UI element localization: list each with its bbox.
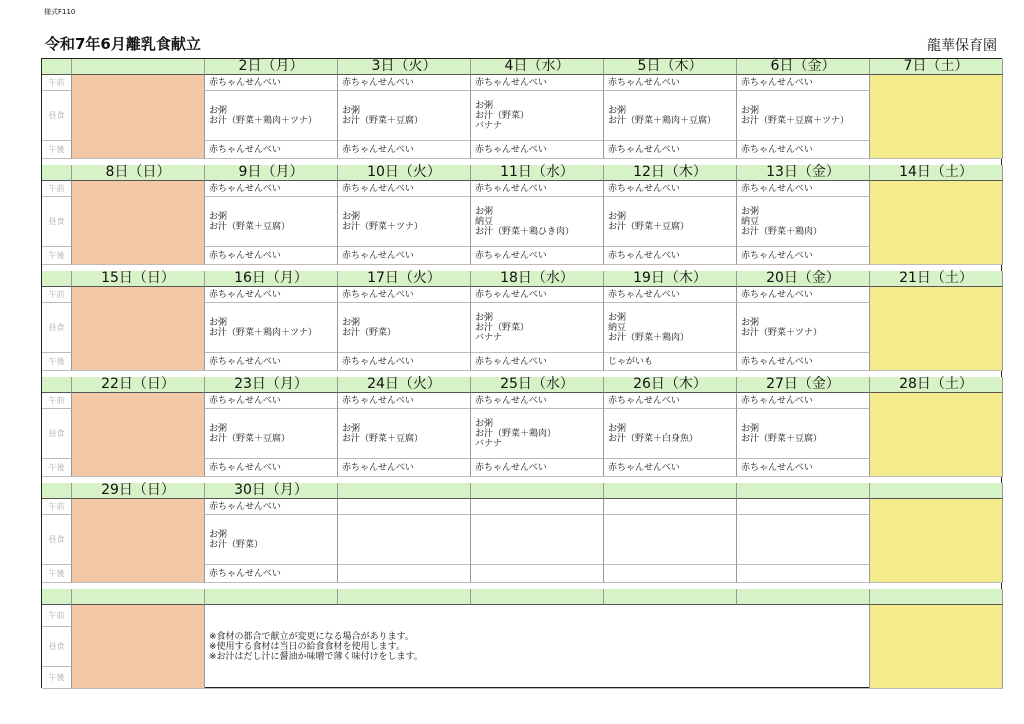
- meal-morning: [737, 499, 870, 515]
- meal-afternoon-text: 赤ちゃんせんべい: [475, 251, 547, 261]
- meal-morning: [604, 75, 737, 91]
- saturday-cell: [870, 605, 1003, 689]
- meal-morning-text: 赤ちゃんせんべい: [209, 184, 281, 194]
- day-header-text: 25日（水）: [500, 376, 574, 392]
- meal-afternoon: [737, 141, 870, 159]
- sunday-header: [72, 59, 205, 75]
- day-header: [471, 271, 604, 287]
- saturday-header: [870, 483, 1003, 499]
- saturday-cell: [870, 75, 1003, 159]
- day-header-text: 3日（火）: [371, 58, 437, 74]
- meal-lunch-text: お粥 納豆 お汁（野菜＋鶏肉）: [608, 312, 690, 343]
- meal-morning: [205, 75, 338, 91]
- label-header-blank: [42, 59, 72, 75]
- row-label: [42, 499, 72, 515]
- day-header: [737, 271, 870, 287]
- meal-afternoon: [471, 565, 604, 583]
- sunday-cell: [72, 75, 205, 159]
- organization-name: 龍華保育園: [927, 38, 997, 54]
- meal-lunch: [737, 409, 870, 459]
- meal-afternoon: [205, 247, 338, 265]
- meal-lunch-text: お粥 お汁（野菜＋ツナ）: [342, 211, 424, 232]
- meal-lunch-text: お粥 お汁（野菜＋豆腐）: [608, 211, 690, 232]
- meal-morning-text: 赤ちゃんせんべい: [608, 396, 680, 406]
- meal-morning-text: 赤ちゃんせんべい: [741, 78, 813, 88]
- row-label-text: 昼食: [48, 323, 65, 332]
- sunday-header: [72, 165, 205, 181]
- meal-lunch-text: お粥 お汁（野菜＋豆腐）: [209, 211, 291, 232]
- day-header-text: 27日（金）: [766, 376, 840, 392]
- day-header: [205, 165, 338, 181]
- notes-box-text: ※食材の都合で献立が変更になる場合があります。 ※使用する食材は当日の給食食材を使用します。 ※お汁はだし汁に醤油か味噌で薄く味付けをします。: [209, 631, 423, 662]
- meal-lunch: [338, 197, 471, 247]
- row-label-text: 昼食: [48, 642, 65, 651]
- day-header: [471, 165, 604, 181]
- meal-afternoon-text: 赤ちゃんせんべい: [475, 463, 547, 473]
- row-label-text: 午後: [48, 357, 65, 366]
- meal-afternoon-text: 赤ちゃんせんべい: [209, 357, 281, 367]
- meal-afternoon: [737, 459, 870, 477]
- label-header-blank: [42, 165, 72, 181]
- row-label-text: 午後: [48, 569, 65, 578]
- day-header-text: 6日（金）: [770, 58, 836, 74]
- row-label: [42, 353, 72, 371]
- saturday-header-text: 28日（土）: [899, 376, 973, 392]
- meal-lunch: [737, 91, 870, 141]
- meal-afternoon-text: 赤ちゃんせんべい: [209, 251, 281, 261]
- sunday-header: [72, 589, 205, 605]
- meal-morning: [205, 393, 338, 409]
- meal-lunch: [205, 515, 338, 565]
- meal-morning: [338, 499, 471, 515]
- day-header: [471, 377, 604, 393]
- meal-afternoon-text: 赤ちゃんせんべい: [608, 145, 680, 155]
- sunday-cell: [72, 605, 205, 689]
- sunday-header-text: 22日（日）: [101, 376, 175, 392]
- meal-afternoon: [471, 247, 604, 265]
- meal-afternoon-text: 赤ちゃんせんべい: [342, 463, 414, 473]
- day-header-text: 23日（月）: [234, 376, 308, 392]
- meal-lunch: [205, 409, 338, 459]
- meal-afternoon-text: 赤ちゃんせんべい: [209, 569, 281, 579]
- meal-lunch: [471, 197, 604, 247]
- row-label: [42, 565, 72, 583]
- row-label-text: 午前: [48, 78, 65, 87]
- meal-lunch: [604, 91, 737, 141]
- label-header-blank: [42, 271, 72, 287]
- day-header: [737, 377, 870, 393]
- meal-afternoon: [604, 247, 737, 265]
- saturday-header-text: 21日（土）: [899, 270, 973, 286]
- meal-morning: [471, 181, 604, 197]
- meal-lunch: [737, 303, 870, 353]
- day-header: [604, 59, 737, 75]
- meal-lunch-text: お粥 お汁（野菜＋鶏肉＋ツナ）: [209, 105, 318, 126]
- label-header-blank: [42, 483, 72, 499]
- meal-lunch-text: お粥 納豆 お汁（野菜＋鶏ひき肉）: [475, 206, 575, 237]
- saturday-cell: [870, 181, 1003, 265]
- meal-morning: [471, 393, 604, 409]
- meal-morning-text: 赤ちゃんせんべい: [475, 78, 547, 88]
- meal-lunch: [205, 91, 338, 141]
- day-header: [205, 377, 338, 393]
- meal-lunch: [338, 515, 471, 565]
- meal-morning: [604, 393, 737, 409]
- row-label-text: 午後: [48, 251, 65, 260]
- day-header-text: 16日（月）: [234, 270, 308, 286]
- day-header-text: 10日（火）: [367, 164, 441, 180]
- sunday-header-text: 15日（日）: [101, 270, 175, 286]
- meal-afternoon-text: じゃがいも: [608, 357, 654, 367]
- meal-afternoon: [737, 247, 870, 265]
- meal-lunch-text: お粥 お汁（野菜＋豆腐）: [342, 423, 424, 444]
- meal-lunch-text: お粥 お汁（野菜＋豆腐）: [741, 423, 823, 444]
- day-header-text: 24日（火）: [367, 376, 441, 392]
- meal-afternoon: [604, 141, 737, 159]
- row-label-text: 午前: [48, 184, 65, 193]
- meal-afternoon: [737, 565, 870, 583]
- meal-lunch: [338, 409, 471, 459]
- day-header: [604, 483, 737, 499]
- row-label: [42, 91, 72, 141]
- row-label-text: 午後: [48, 145, 65, 154]
- meal-afternoon: [737, 353, 870, 371]
- sunday-cell: [72, 181, 205, 265]
- meal-afternoon: [338, 247, 471, 265]
- meal-morning-text: 赤ちゃんせんべい: [209, 78, 281, 88]
- meal-afternoon: [471, 141, 604, 159]
- meal-morning: [737, 75, 870, 91]
- meal-lunch-text: お粥 お汁（野菜） バナナ: [475, 100, 530, 131]
- day-header-text: 20日（金）: [766, 270, 840, 286]
- day-header-text: 26日（木）: [633, 376, 707, 392]
- day-header: [338, 377, 471, 393]
- day-header: [338, 271, 471, 287]
- meal-morning: [737, 181, 870, 197]
- meal-lunch-text: お粥 お汁（野菜＋白身魚）: [608, 423, 699, 444]
- sunday-header: [72, 377, 205, 393]
- meal-morning: [471, 75, 604, 91]
- meal-lunch-text: お粥 お汁（野菜）: [342, 317, 397, 338]
- meal-morning-text: 赤ちゃんせんべい: [209, 290, 281, 300]
- meal-afternoon-text: 赤ちゃんせんべい: [741, 463, 813, 473]
- notes-box: [205, 605, 870, 689]
- day-header: [604, 165, 737, 181]
- meal-lunch: [737, 197, 870, 247]
- saturday-header: [870, 59, 1003, 75]
- meal-morning: [338, 181, 471, 197]
- meal-lunch: [471, 409, 604, 459]
- row-label-text: 午後: [48, 673, 65, 682]
- meal-lunch: [205, 303, 338, 353]
- meal-morning-text: 赤ちゃんせんべい: [342, 290, 414, 300]
- meal-morning: [205, 499, 338, 515]
- row-label-text: 昼食: [48, 429, 65, 438]
- day-header: [737, 165, 870, 181]
- row-label: [42, 393, 72, 409]
- meal-morning: [604, 499, 737, 515]
- meal-lunch: [471, 91, 604, 141]
- meal-lunch: [604, 409, 737, 459]
- sunday-cell: [72, 499, 205, 583]
- row-label: [42, 181, 72, 197]
- meal-morning: [604, 181, 737, 197]
- meal-morning: [205, 181, 338, 197]
- saturday-header: [870, 271, 1003, 287]
- meal-lunch: [205, 197, 338, 247]
- meal-lunch-text: お粥 お汁（野菜＋豆腐）: [342, 105, 424, 126]
- meal-lunch-text: お粥 納豆 お汁（野菜＋鶏肉）: [741, 206, 823, 237]
- day-header-text: 17日（火）: [367, 270, 441, 286]
- row-label: [42, 287, 72, 303]
- meal-morning-text: 赤ちゃんせんべい: [342, 184, 414, 194]
- meal-morning-text: 赤ちゃんせんべい: [608, 184, 680, 194]
- meal-lunch: [604, 303, 737, 353]
- meal-afternoon-text: 赤ちゃんせんべい: [741, 251, 813, 261]
- meal-morning-text: 赤ちゃんせんべい: [741, 184, 813, 194]
- meal-afternoon: [604, 353, 737, 371]
- saturday-header: [870, 589, 1003, 605]
- day-header-text: 2日（月）: [238, 58, 304, 74]
- row-label: [42, 75, 72, 91]
- row-label-text: 午前: [48, 290, 65, 299]
- day-header: [338, 589, 471, 605]
- meal-lunch-text: お粥 お汁（野菜）: [209, 529, 264, 550]
- sunday-header: [72, 271, 205, 287]
- meal-lunch: [338, 303, 471, 353]
- meal-lunch: [737, 515, 870, 565]
- meal-morning: [471, 287, 604, 303]
- sunday-cell: [72, 287, 205, 371]
- page-title: 令和7年6月離乳食献立: [45, 35, 201, 53]
- meal-afternoon-text: 赤ちゃんせんべい: [475, 145, 547, 155]
- meal-lunch-text: お粥 お汁（野菜＋鶏肉＋ツナ）: [209, 317, 318, 338]
- row-label: [42, 667, 72, 689]
- day-header-text: 9日（月）: [238, 164, 304, 180]
- meal-morning-text: 赤ちゃんせんべい: [342, 78, 414, 88]
- saturday-header: [870, 377, 1003, 393]
- day-header: [604, 377, 737, 393]
- day-header-text: 11日（水）: [500, 164, 574, 180]
- meal-afternoon-text: 赤ちゃんせんべい: [608, 463, 680, 473]
- day-header: [471, 589, 604, 605]
- row-label-text: 昼食: [48, 111, 65, 120]
- day-header-text: 4日（水）: [504, 58, 570, 74]
- meal-afternoon: [338, 565, 471, 583]
- meal-afternoon-text: 赤ちゃんせんべい: [608, 251, 680, 261]
- meal-afternoon: [338, 141, 471, 159]
- meal-lunch: [471, 515, 604, 565]
- meal-afternoon: [471, 459, 604, 477]
- day-header: [604, 589, 737, 605]
- meal-morning: [737, 287, 870, 303]
- day-header-text: 12日（木）: [633, 164, 707, 180]
- meal-morning-text: 赤ちゃんせんべい: [608, 290, 680, 300]
- day-header-text: 18日（水）: [500, 270, 574, 286]
- row-label: [42, 515, 72, 565]
- day-header: [604, 271, 737, 287]
- row-label-text: 午前: [48, 396, 65, 405]
- meal-morning-text: 赤ちゃんせんべい: [209, 396, 281, 406]
- day-header-text: 30日（月）: [234, 482, 308, 498]
- meal-lunch-text: お粥 お汁（野菜＋豆腐＋ツナ）: [741, 105, 850, 126]
- label-header-blank: [42, 377, 72, 393]
- meal-morning: [338, 75, 471, 91]
- label-header-blank: [42, 589, 72, 605]
- row-label: [42, 605, 72, 627]
- row-label: [42, 303, 72, 353]
- meal-afternoon-text: 赤ちゃんせんべい: [475, 357, 547, 367]
- day-header: [737, 483, 870, 499]
- day-header: [205, 589, 338, 605]
- meal-morning-text: 赤ちゃんせんべい: [741, 396, 813, 406]
- meal-lunch: [604, 197, 737, 247]
- meal-morning-text: 赤ちゃんせんべい: [209, 502, 281, 512]
- meal-afternoon-text: 赤ちゃんせんべい: [342, 145, 414, 155]
- day-header: [205, 271, 338, 287]
- saturday-cell: [870, 287, 1003, 371]
- row-label: [42, 197, 72, 247]
- meal-afternoon: [338, 459, 471, 477]
- form-number: 様式F110: [44, 8, 76, 16]
- day-header: [338, 483, 471, 499]
- meal-lunch: [338, 91, 471, 141]
- meal-morning-text: 赤ちゃんせんべい: [342, 396, 414, 406]
- meal-morning: [604, 287, 737, 303]
- day-header-text: 19日（木）: [633, 270, 707, 286]
- meal-afternoon: [205, 459, 338, 477]
- day-header: [205, 483, 338, 499]
- meal-lunch-text: お粥 お汁（野菜＋鶏肉） バナナ: [475, 418, 557, 449]
- meal-morning: [338, 287, 471, 303]
- meal-lunch-text: お粥 お汁（野菜＋鶏肉＋豆腐）: [608, 105, 717, 126]
- row-label-text: 午後: [48, 463, 65, 472]
- saturday-cell: [870, 393, 1003, 477]
- day-header: [471, 59, 604, 75]
- row-label: [42, 409, 72, 459]
- day-header: [737, 589, 870, 605]
- sunday-header-text: 29日（日）: [101, 482, 175, 498]
- meal-morning: [205, 287, 338, 303]
- meal-afternoon: [205, 565, 338, 583]
- meal-afternoon: [471, 353, 604, 371]
- day-header: [471, 483, 604, 499]
- meal-afternoon: [604, 565, 737, 583]
- day-header: [205, 59, 338, 75]
- meal-afternoon: [205, 353, 338, 371]
- day-header-text: 13日（金）: [766, 164, 840, 180]
- meal-lunch-text: お粥 お汁（野菜＋豆腐）: [209, 423, 291, 444]
- meal-afternoon-text: 赤ちゃんせんべい: [741, 145, 813, 155]
- sunday-cell: [72, 393, 205, 477]
- meal-afternoon: [205, 141, 338, 159]
- day-header-text: 5日（木）: [637, 58, 703, 74]
- meal-afternoon-text: 赤ちゃんせんべい: [209, 145, 281, 155]
- meal-morning-text: 赤ちゃんせんべい: [475, 396, 547, 406]
- meal-lunch-text: お粥 お汁（野菜） バナナ: [475, 312, 530, 343]
- meal-afternoon-text: 赤ちゃんせんべい: [342, 357, 414, 367]
- meal-afternoon: [338, 353, 471, 371]
- menu-calendar: [41, 58, 1002, 688]
- meal-afternoon-text: 赤ちゃんせんべい: [342, 251, 414, 261]
- meal-morning-text: 赤ちゃんせんべい: [608, 78, 680, 88]
- row-label: [42, 141, 72, 159]
- saturday-cell: [870, 499, 1003, 583]
- meal-morning-text: 赤ちゃんせんべい: [475, 184, 547, 194]
- meal-lunch-text: お粥 お汁（野菜＋ツナ）: [741, 317, 823, 338]
- day-header: [338, 165, 471, 181]
- row-label: [42, 247, 72, 265]
- meal-morning-text: 赤ちゃんせんべい: [741, 290, 813, 300]
- row-label-text: 午前: [48, 502, 65, 511]
- meal-afternoon-text: 赤ちゃんせんべい: [741, 357, 813, 367]
- meal-morning-text: 赤ちゃんせんべい: [475, 290, 547, 300]
- meal-morning: [338, 393, 471, 409]
- day-header: [338, 59, 471, 75]
- row-label: [42, 627, 72, 667]
- day-header: [737, 59, 870, 75]
- meal-morning: [471, 499, 604, 515]
- meal-afternoon-text: 赤ちゃんせんべい: [209, 463, 281, 473]
- saturday-header-text: 7日（土）: [903, 58, 969, 74]
- meal-lunch: [471, 303, 604, 353]
- row-label-text: 昼食: [48, 217, 65, 226]
- row-label-text: 昼食: [48, 535, 65, 544]
- meal-morning: [737, 393, 870, 409]
- meal-afternoon: [604, 459, 737, 477]
- sunday-header-text: 8日（日）: [105, 164, 171, 180]
- meal-lunch: [604, 515, 737, 565]
- sunday-header: [72, 483, 205, 499]
- row-label: [42, 459, 72, 477]
- saturday-header-text: 14日（土）: [899, 164, 973, 180]
- saturday-header: [870, 165, 1003, 181]
- row-label-text: 午前: [48, 611, 65, 620]
